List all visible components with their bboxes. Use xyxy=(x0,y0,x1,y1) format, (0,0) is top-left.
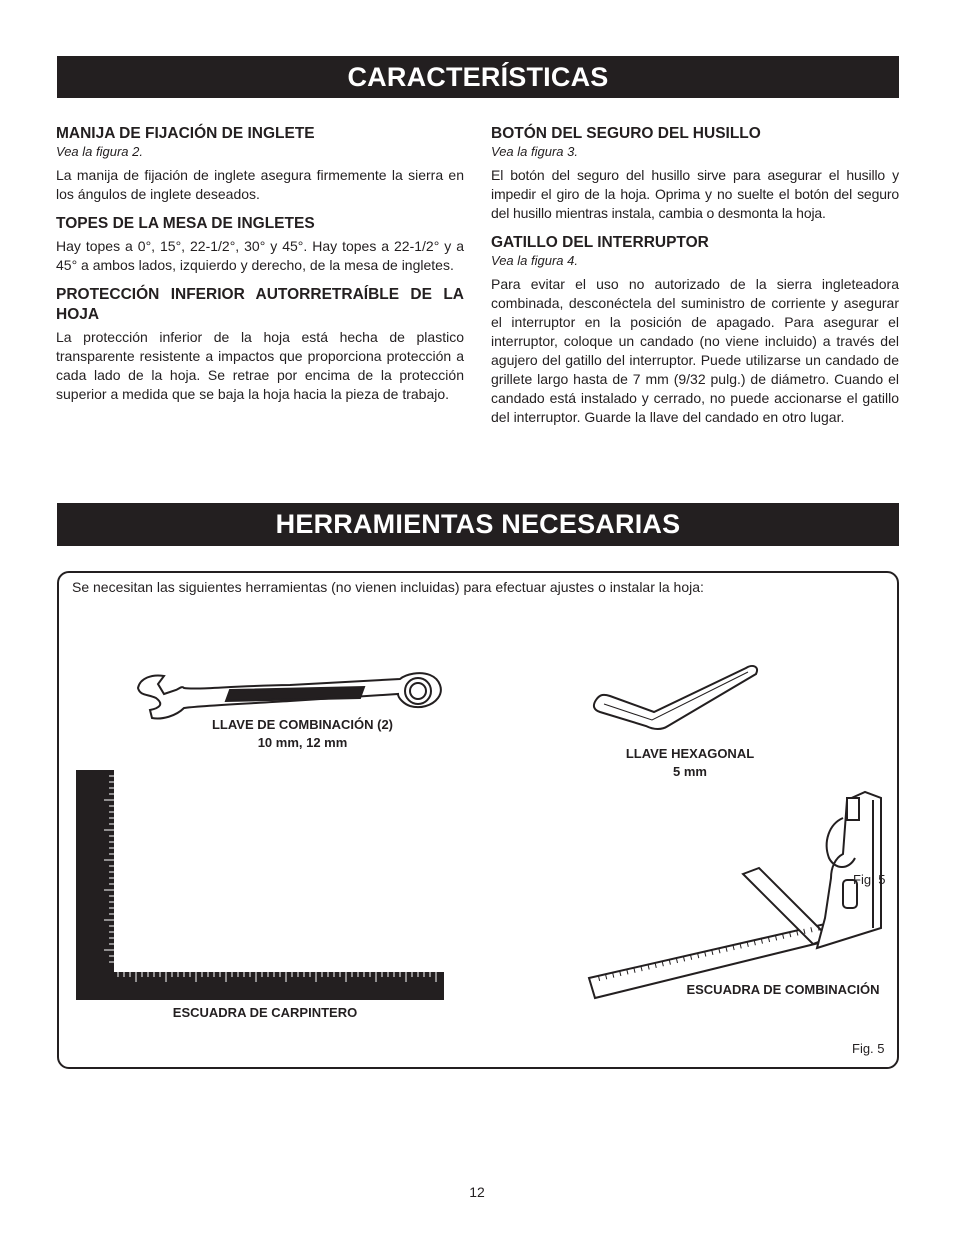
carpenter-square-illustration xyxy=(76,770,448,1002)
combination-square-illustration xyxy=(585,788,885,1003)
hex-key-label-line1: LLAVE HEXAGONAL xyxy=(625,746,755,761)
wrench-label xyxy=(195,716,410,752)
hex-key-illustration xyxy=(590,660,790,740)
combination-square-label: ESCUADRA DE COMBINACIÓN xyxy=(686,982,880,997)
left-column xyxy=(56,124,464,414)
right-column xyxy=(491,124,899,437)
section-body: Hay topes a 0°, 15°, 22-1/2°, 30° y 45°. Hay topes a 22-1/2° y a 45° a ambos lados, izquierdo y derecho, de la mesa de ingletes. xyxy=(56,238,464,273)
tools-intro: Se necesitan las siguientes herramientas (no vienen incluidas) para efectuar ajustes o instalar la hoja: xyxy=(72,579,704,595)
section-title: BOTÓN DEL SEGURO DEL HUSILLO xyxy=(491,125,761,142)
section-figure-ref: Vea la figura 2. xyxy=(56,144,143,159)
section-figure-ref: Vea la figura 3. xyxy=(491,144,578,159)
hex-key-label-line2: 5 mm xyxy=(673,764,707,779)
wrench-label-line2: 10 mm, 12 mm xyxy=(257,735,348,750)
section-body: La manija de fijación de inglete asegura firmemente la sierra en los ángulos de inglete deseados. xyxy=(56,167,464,202)
figure-label-overlap: Fig. 5 xyxy=(853,872,886,887)
hex-key-label xyxy=(610,745,770,781)
page-number: 12 xyxy=(469,1184,485,1200)
wrench-label-line1: LLAVE DE COMBINACIÓN (2) xyxy=(211,717,394,732)
section-title: GATILLO DEL INTERRUPTOR xyxy=(491,234,709,251)
section-title: MANIJA DE FIJACIÓN DE INGLETE xyxy=(56,125,315,142)
herramientas-banner: HERRAMIENTAS NECESARIAS xyxy=(57,503,899,546)
carpenter-square-label: ESCUADRA DE CARPINTERO xyxy=(172,1005,358,1020)
section-title: TOPES DE LA MESA DE INGLETES xyxy=(56,215,315,232)
section-body: La protección inferior de la hoja está hecha de plastico transparente resistente a impactos que proporciona protección a cada lado de la hoja. Se retrae por encima de la protección superior a medida que se baja la hoja hacia la pieza de trabajo. xyxy=(56,329,464,402)
section-figure-ref: Vea la figura 4. xyxy=(491,253,578,268)
section-body: El botón del seguro del husillo sirve para asegurar el husillo y impedir el giro de la hoja. Oprima y no suelte el botón del seguro del husillo mientras instala, cambia o desmonta la hoja. xyxy=(491,167,899,221)
figure-label: Fig. 5 xyxy=(852,1041,885,1056)
section-title: PROTECCIÓN INFERIOR AUTORRETRAÍBLE DE LA HOJA xyxy=(56,286,464,323)
section-body: Para evitar el uso no autorizado de la sierra ingleteadora combinada, desconéctela del suministro de corriente y asegurar el interruptor en la posición de apagado. Para asegurar el interruptor, coloque un candado (no viene incluido) a través del agujero del gatillo del interruptor. Puede utilizarse un candado de grillete largo hasta de 7 mm (9/32 pulg.) de diámetro. Cuando el candado está instalado y cerrado, no puede accionarse el gatillo del interruptor. Guarde la llave del candado en otro lugar. xyxy=(491,276,899,425)
caracteristicas-banner: CARACTERÍSTICAS xyxy=(57,56,899,98)
